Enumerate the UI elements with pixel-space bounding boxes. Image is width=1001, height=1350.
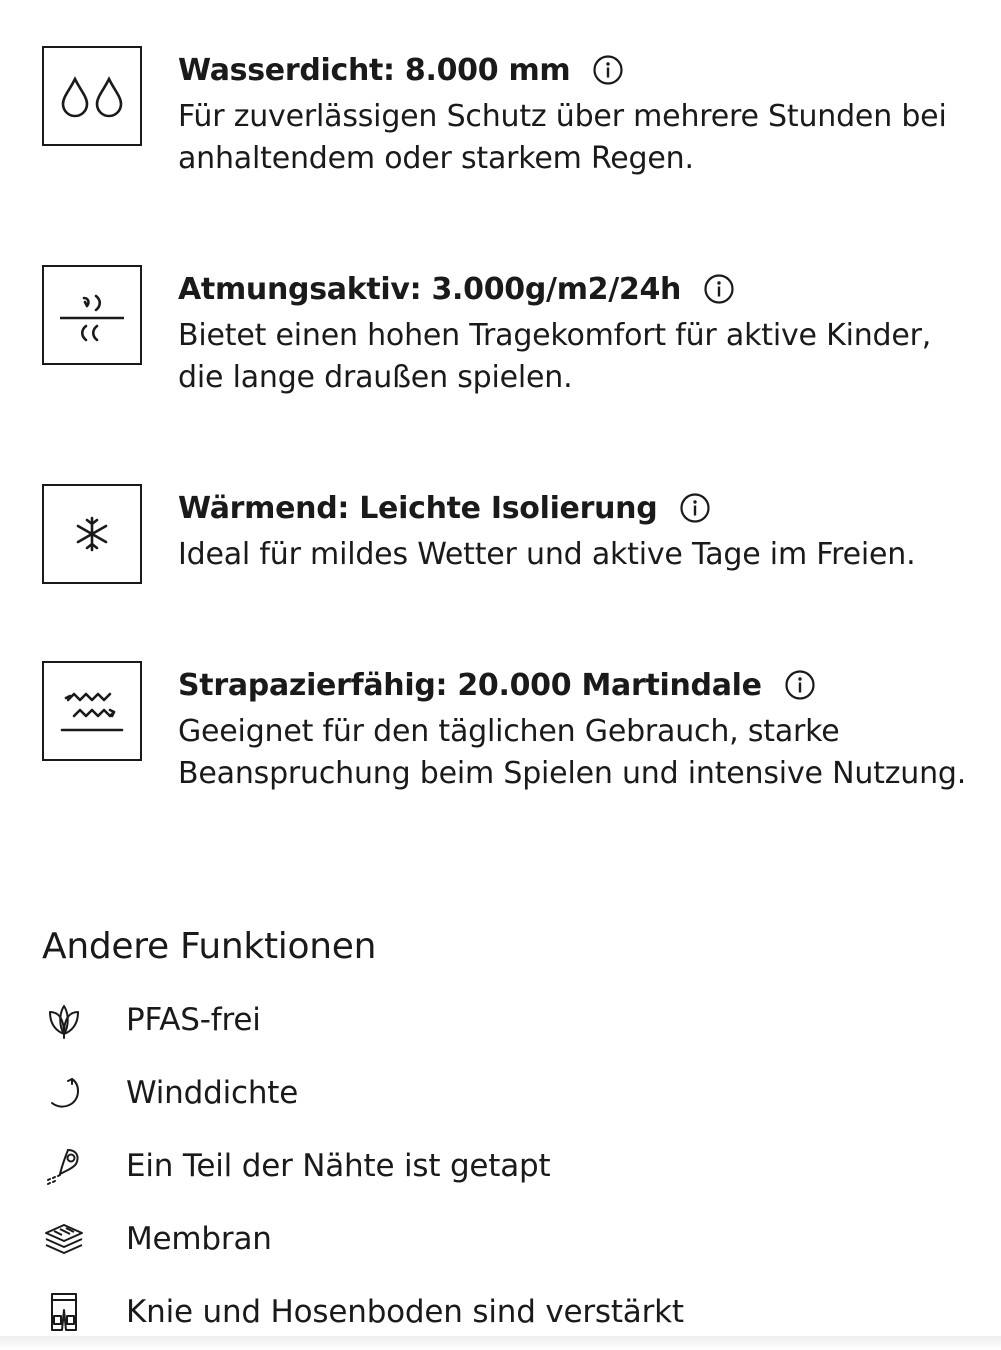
feature-description: Ideal für mildes Wetter und aktive Tage im Freien.: [178, 537, 916, 572]
reinforced-pants-icon: [42, 1290, 92, 1334]
info-icon[interactable]: [592, 54, 624, 86]
list-item: [42, 996, 261, 1044]
feature-description: Bietet einen hohen Tragekomfort für aktive Kinder, die lange draußen spielen.: [178, 318, 932, 395]
info-icon[interactable]: [784, 669, 816, 701]
snowflake-icon: [42, 484, 142, 584]
list-item-label: Ein Teil der Nähte ist getapt: [126, 1148, 551, 1184]
list-item: [42, 1288, 684, 1336]
list-item: [42, 1069, 298, 1117]
feature-description: Für zuverlässigen Schutz über mehrere Stunden bei anhaltendem oder starkem Regen.: [178, 99, 947, 176]
breathable-icon: [42, 265, 142, 365]
other-functions-heading: Andere Funktionen: [42, 926, 377, 967]
abrasion-icon: [42, 661, 142, 761]
info-icon[interactable]: [679, 492, 711, 524]
list-item-label: PFAS-frei: [126, 1002, 261, 1038]
list-item-label: Winddichte: [126, 1075, 299, 1111]
membrane-layers-icon: [42, 1217, 92, 1261]
feature-description: Geeignet für den täglichen Gebrauch, starke Beanspruchung beim Spielen und intensive Nutzung.: [178, 714, 967, 791]
taped-seam-icon: [42, 1144, 92, 1188]
water-drops-icon: [42, 46, 142, 146]
list-item-label: Membran: [126, 1221, 272, 1257]
list-item-label: Knie und Hosenboden sind verstärkt: [126, 1294, 684, 1330]
bottom-edge-shadow: [0, 1336, 1001, 1350]
feature-title: Wasserdicht: 8.000 mm: [178, 52, 571, 88]
wind-icon: [42, 1071, 92, 1115]
leaf-icon: [42, 998, 92, 1042]
info-icon[interactable]: [703, 273, 735, 305]
list-item: [42, 1215, 272, 1263]
feature-title: Atmungsaktiv: 3.000g/m2/24h: [178, 271, 682, 307]
list-item: [42, 1142, 551, 1190]
feature-title: Wärmend: Leichte Isolierung: [178, 490, 658, 526]
feature-title: Strapazierfähig: 20.000 Martindale: [178, 667, 762, 703]
